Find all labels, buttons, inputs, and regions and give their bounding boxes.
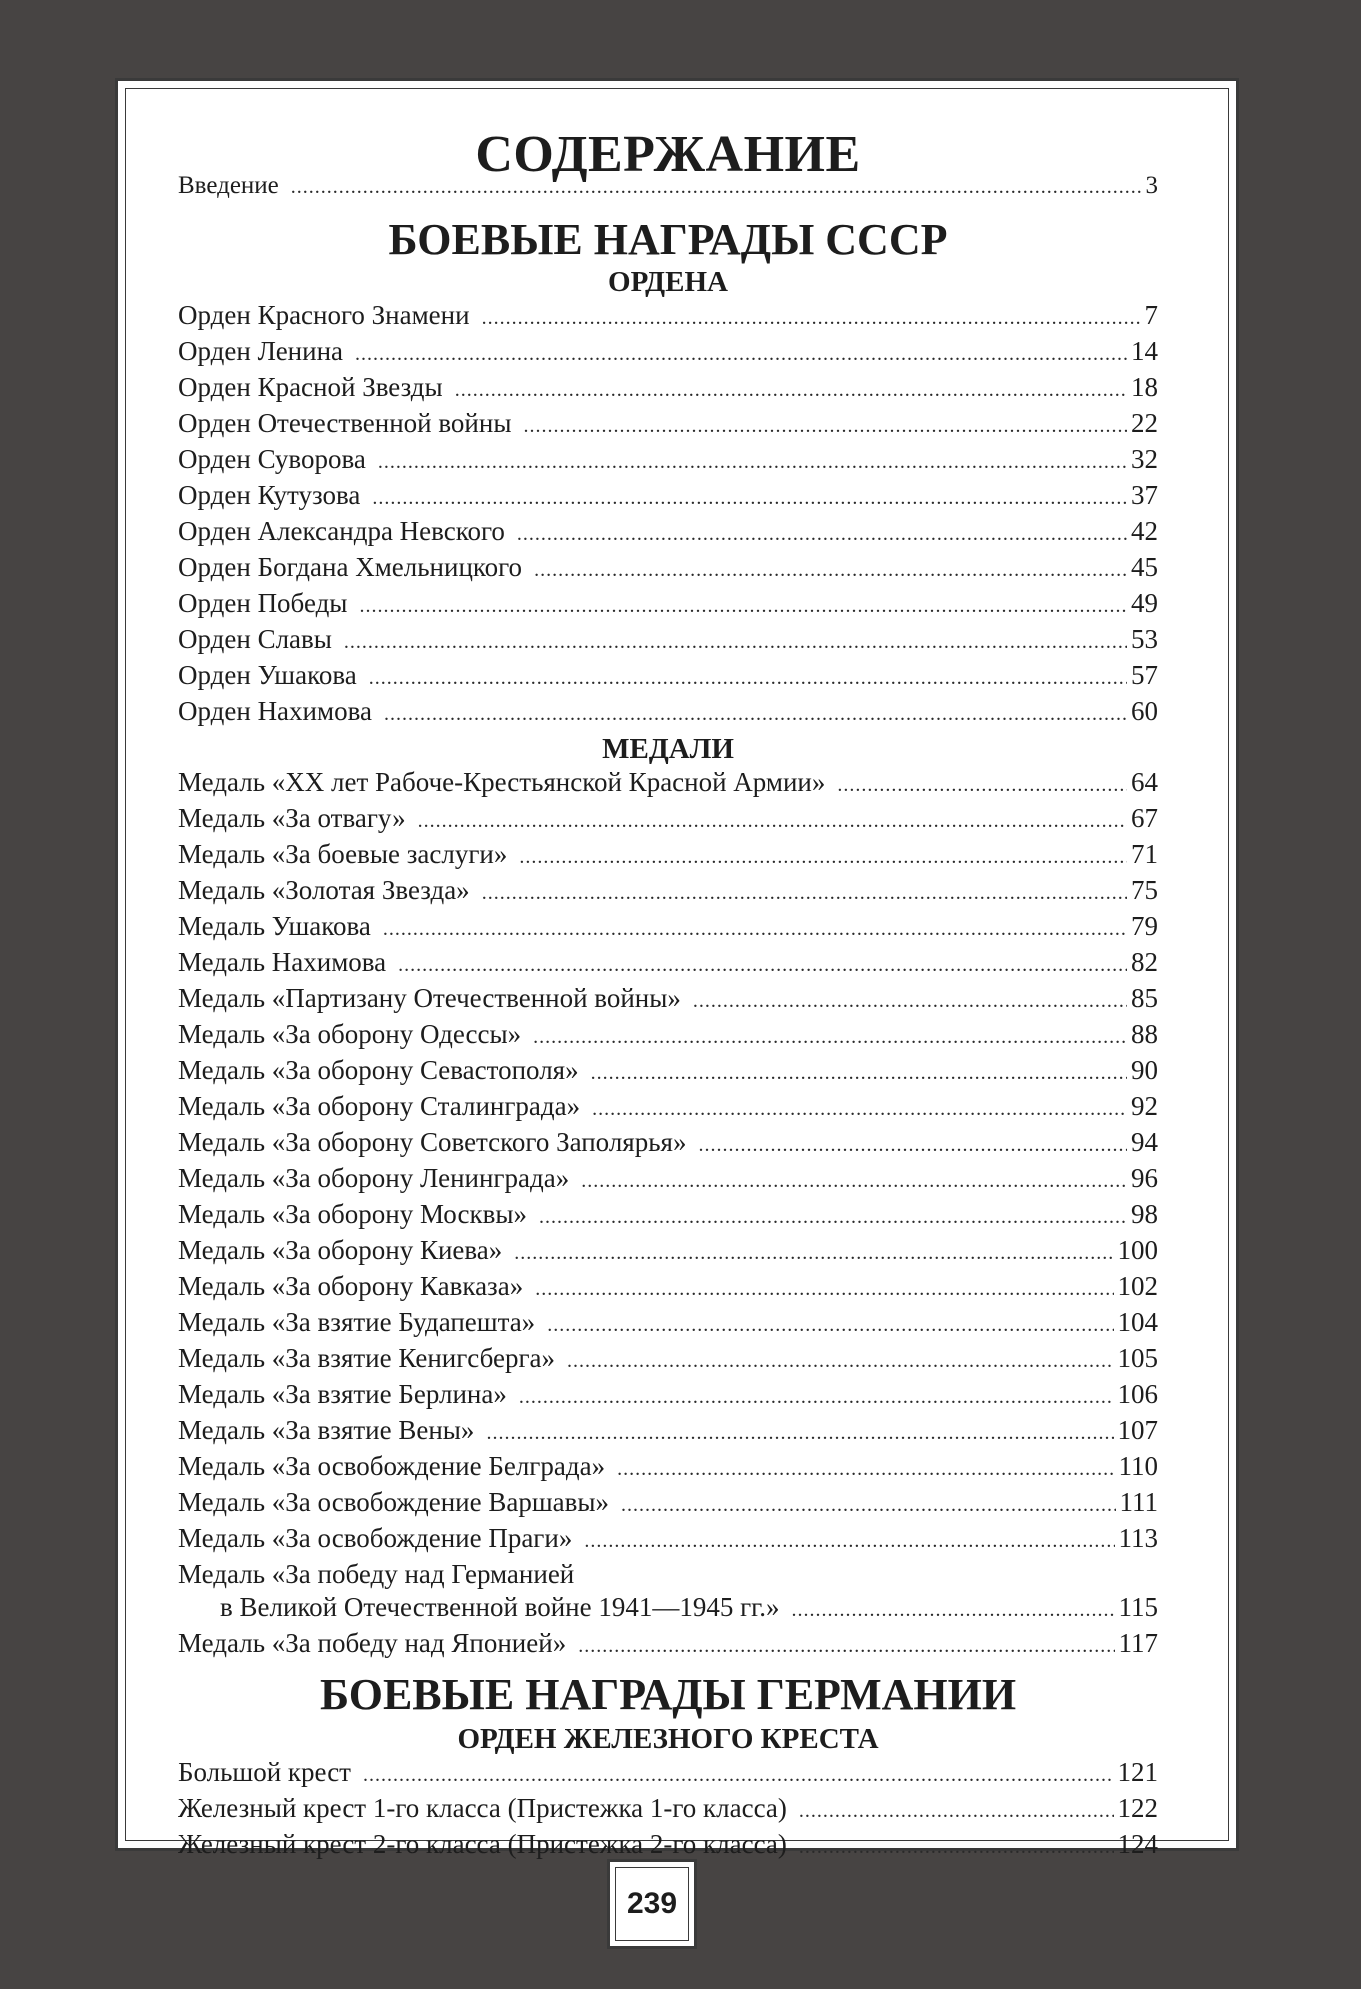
toc-leader-dots [693, 985, 1127, 1018]
toc-entry [178, 407, 1158, 443]
toc-entry-page: 75 [1131, 875, 1158, 905]
toc-entry [178, 443, 1158, 479]
toc-entry-label: Железный крест 1-го класса (Пристежка 1-го класса) [178, 1793, 787, 1823]
toc-leader-dots [547, 1309, 1113, 1342]
toc-entry [178, 1126, 1158, 1162]
toc-entry [178, 1234, 1158, 1270]
toc-leader-dots [355, 338, 1127, 371]
toc-entry-page: 90 [1131, 1055, 1158, 1085]
toc-leader-dots [592, 1093, 1127, 1126]
section-title-germany: БОЕВЫЕ НАГРАДЫ ГЕРМАНИИ [319, 1670, 1017, 1719]
toc-entry-page: 104 [1117, 1307, 1158, 1337]
toc-entry-label: Орден Красной Звезды [178, 372, 443, 402]
toc-entry-page: 100 [1117, 1235, 1158, 1265]
toc-entry-label: Медаль «XX лет Рабоче-Крестьянской Красной Армии» [178, 767, 826, 797]
toc-leader-dots [514, 1237, 1113, 1270]
toc-entry [178, 1627, 1158, 1663]
toc-entry-label: Медаль «За боевые заслуги» [178, 839, 508, 869]
toc-entry-label: Орден Ушакова [178, 660, 357, 690]
toc-entry-page: 45 [1131, 552, 1158, 582]
toc-leader-dots [535, 1273, 1113, 1306]
toc-entry-page: 96 [1131, 1163, 1158, 1193]
toc-leader-dots [359, 590, 1127, 623]
toc-entry-label: Медаль Ушакова [178, 911, 371, 941]
toc-leader-dots [837, 769, 1127, 802]
toc-entry [178, 766, 1158, 802]
toc-entry-page: 22 [1131, 408, 1158, 438]
toc-entry-page: 49 [1131, 588, 1158, 618]
toc-entry [178, 659, 1158, 695]
toc-entry-label-continued: в Великой Отечественной войне 1941—1945 гг.» [220, 1592, 780, 1622]
toc-entry [178, 335, 1158, 371]
toc-entry-page: 113 [1118, 1523, 1158, 1553]
toc-leader-dots [581, 1165, 1127, 1198]
toc-entry-page: 3 [1145, 172, 1158, 199]
subsection-title-iron-cross: ОРДЕН ЖЕЛЕЗНОГО КРЕСТА [457, 1723, 879, 1755]
toc-entry-label: Медаль «За освобождение Белграда» [178, 1451, 606, 1481]
toc-entry-label: Медаль «За оборону Ленинграда» [178, 1163, 570, 1193]
toc-entry-page: 117 [1118, 1628, 1158, 1658]
toc-leader-dots [621, 1489, 1116, 1522]
toc-entry [178, 1756, 1158, 1792]
page-title: СОДЕРЖАНИЕ [475, 126, 861, 183]
toc-leader-dots [398, 949, 1127, 982]
toc-entry-page: 85 [1131, 983, 1158, 1013]
toc-entry-label: Медаль «За взятие Берлина» [178, 1379, 507, 1409]
toc-entry-page: 53 [1131, 624, 1158, 654]
toc-leader-dots [534, 554, 1127, 587]
toc-entry-label: Орден Славы [178, 624, 332, 654]
subsection-title-medals: МЕДАЛИ [602, 733, 734, 765]
toc-leader-dots [584, 1525, 1114, 1558]
toc-entry-label: Орден Отечественной войны [178, 408, 512, 438]
toc-leader-dots [369, 662, 1127, 695]
toc-entry [178, 1378, 1158, 1414]
toc-entry-page: 57 [1131, 660, 1158, 690]
toc-list-iron-cross [178, 1756, 1158, 1864]
toc-entry-label: Медаль «За освобождение Праги» [178, 1523, 573, 1553]
toc-entry [178, 838, 1158, 874]
toc-entry-label: Медаль «За взятие Кенигсберга» [178, 1343, 556, 1373]
toc-leader-dots [482, 877, 1127, 910]
toc-entry [178, 1414, 1158, 1450]
toc-entry-page: 105 [1117, 1343, 1158, 1373]
toc-leader-dots [698, 1129, 1127, 1162]
toc-leader-dots [617, 1453, 1114, 1486]
toc-leader-dots [383, 913, 1127, 946]
toc-entry-label: Медаль «За оборону Сталинграда» [178, 1091, 581, 1121]
toc-entry [178, 1090, 1158, 1126]
toc-entry [178, 479, 1158, 515]
toc-entry-page: 94 [1131, 1127, 1158, 1157]
toc-entry-label: Железный крест 2-го класса (Пристежка 2-го класса) [178, 1829, 787, 1859]
toc-leader-dots [578, 1630, 1114, 1663]
toc-leader-dots [533, 1021, 1127, 1054]
toc-entry-label: Медаль «За освобождение Варшавы» [178, 1487, 609, 1517]
toc-entry [178, 802, 1158, 838]
toc-entry-label: Орден Красного Знамени [178, 300, 470, 330]
toc-entry [178, 371, 1158, 407]
toc-entry-label: Медаль «За оборону Москвы» [178, 1199, 527, 1229]
toc-entry [178, 587, 1158, 623]
toc-leader-dots [591, 1057, 1127, 1090]
toc-leader-dots [799, 1795, 1114, 1828]
toc-entry-page: 71 [1131, 839, 1158, 869]
toc-entry-page: 121 [1117, 1757, 1158, 1787]
toc-entry [178, 982, 1158, 1018]
toc-entry-page: 64 [1131, 767, 1158, 797]
toc-entry-label: Медаль «За оборону Одессы» [178, 1019, 522, 1049]
toc-entry-page: 92 [1131, 1091, 1158, 1121]
toc-entry-label: Орден Богдана Хмельницкого [178, 552, 523, 582]
toc-entry-page: 42 [1131, 516, 1158, 546]
toc-entry-page: 14 [1131, 336, 1158, 366]
toc-entry [178, 551, 1158, 587]
toc-entry-page: 111 [1119, 1487, 1158, 1517]
toc-entry-label: Медаль «За оборону Киева» [178, 1235, 503, 1265]
toc-entry-page: 102 [1117, 1271, 1158, 1301]
toc-leader-dots [291, 171, 1142, 204]
toc-entry-first-line: Медаль «За победу над Германией [178, 1559, 575, 1589]
toc-entry-page: 82 [1131, 947, 1158, 977]
toc-entry-label: Медаль «Партизану Отечественной войны» [178, 983, 681, 1013]
toc-entry-page: 115 [1118, 1592, 1158, 1622]
subsection-title-orders: ОРДЕНА [608, 266, 728, 298]
toc-entry [178, 1270, 1158, 1306]
toc-entry-intro [178, 169, 1158, 204]
page-number-box [607, 1859, 697, 1949]
toc-leader-dots [363, 1759, 1114, 1792]
toc-entry [178, 910, 1158, 946]
toc-leader-dots [378, 446, 1127, 479]
toc-entry-page: 67 [1131, 803, 1158, 833]
toc-entry-label: Орден Суворова [178, 444, 366, 474]
toc-leader-dots [482, 302, 1141, 335]
toc-entry [178, 1522, 1158, 1558]
toc-entry [178, 1342, 1158, 1378]
toc-entry-label: Орден Кутузова [178, 480, 361, 510]
toc-list-medals [178, 766, 1158, 1663]
toc-entry [178, 1450, 1158, 1486]
toc-entry-label: Орден Победы [178, 588, 348, 618]
toc-leader-dots [418, 805, 1127, 838]
toc-entry [178, 1054, 1158, 1090]
toc-entry-label: Медаль «За оборону Севастополя» [178, 1055, 579, 1085]
toc-leader-dots [523, 410, 1127, 443]
toc-entry-page: 79 [1131, 911, 1158, 941]
toc-leader-dots [384, 698, 1127, 731]
toc-leader-dots [539, 1201, 1127, 1234]
toc-leader-dots [799, 1831, 1114, 1864]
toc-leader-dots [567, 1345, 1113, 1378]
toc-entry-page: 110 [1118, 1451, 1158, 1481]
toc-leader-dots [519, 841, 1127, 874]
toc-leader-dots [791, 1594, 1114, 1627]
toc-entry [178, 1018, 1158, 1054]
toc-entry [178, 515, 1158, 551]
toc-entry-page: 107 [1117, 1415, 1158, 1445]
toc-entry [178, 1792, 1158, 1828]
toc-entry-label: Введение [178, 172, 279, 199]
page-number: 239 [615, 1867, 689, 1941]
toc-entry-label: Орден Ленина [178, 336, 344, 366]
toc-entry [178, 1198, 1158, 1234]
toc-leader-dots [486, 1417, 1113, 1450]
toc-entry-label: Медаль «За взятие Вены» [178, 1415, 475, 1445]
toc-entry-label: Медаль «За отвагу» [178, 803, 406, 833]
toc-entry [178, 1306, 1158, 1342]
toc-leader-dots [372, 482, 1127, 515]
toc-entry-label: Медаль «За взятие Будапешта» [178, 1307, 536, 1337]
toc-entry [178, 299, 1158, 335]
toc-entry-page: 7 [1144, 300, 1158, 330]
toc-list-orders [178, 299, 1158, 731]
toc-leader-dots [517, 518, 1127, 551]
toc-entry-label: Большой крест [178, 1757, 351, 1787]
toc-entry-page: 98 [1131, 1199, 1158, 1229]
toc-entry-label: Медаль «Золотая Звезда» [178, 875, 470, 905]
page-frame [115, 78, 1239, 1859]
toc-content [178, 125, 1158, 1864]
toc-entry-page: 122 [1117, 1793, 1158, 1823]
toc-entry [178, 1162, 1158, 1198]
toc-entry [178, 946, 1158, 982]
toc-entry [178, 623, 1158, 659]
toc-entry [178, 1486, 1158, 1522]
toc-entry [178, 1591, 1158, 1627]
toc-entry-label: Орден Нахимова [178, 696, 372, 726]
toc-entry-label: Медаль Нахимова [178, 947, 387, 977]
toc-leader-dots [344, 626, 1127, 659]
toc-leader-dots [519, 1381, 1114, 1414]
toc-entry-page: 106 [1117, 1379, 1158, 1409]
toc-entry-page: 60 [1131, 696, 1158, 726]
toc-entry-label: Медаль «За оборону Советского Заполярья» [178, 1127, 687, 1157]
toc-entry [178, 874, 1158, 910]
toc-entry-page: 88 [1131, 1019, 1158, 1049]
toc-entry-page: 124 [1117, 1829, 1158, 1859]
toc-leader-dots [455, 374, 1127, 407]
toc-entry-label: Орден Александра Невского [178, 516, 505, 546]
toc-entry-page: 32 [1131, 444, 1158, 474]
toc-entry-label: Медаль «За победу над Японией» [178, 1628, 567, 1658]
toc-entry-label: Медаль «За оборону Кавказа» [178, 1271, 524, 1301]
toc-entry-page: 18 [1131, 372, 1158, 402]
section-title-ussr: БОЕВЫЕ НАГРАДЫ СССР [388, 215, 948, 264]
toc-entry [178, 695, 1158, 731]
toc-entry-page: 37 [1131, 480, 1158, 510]
